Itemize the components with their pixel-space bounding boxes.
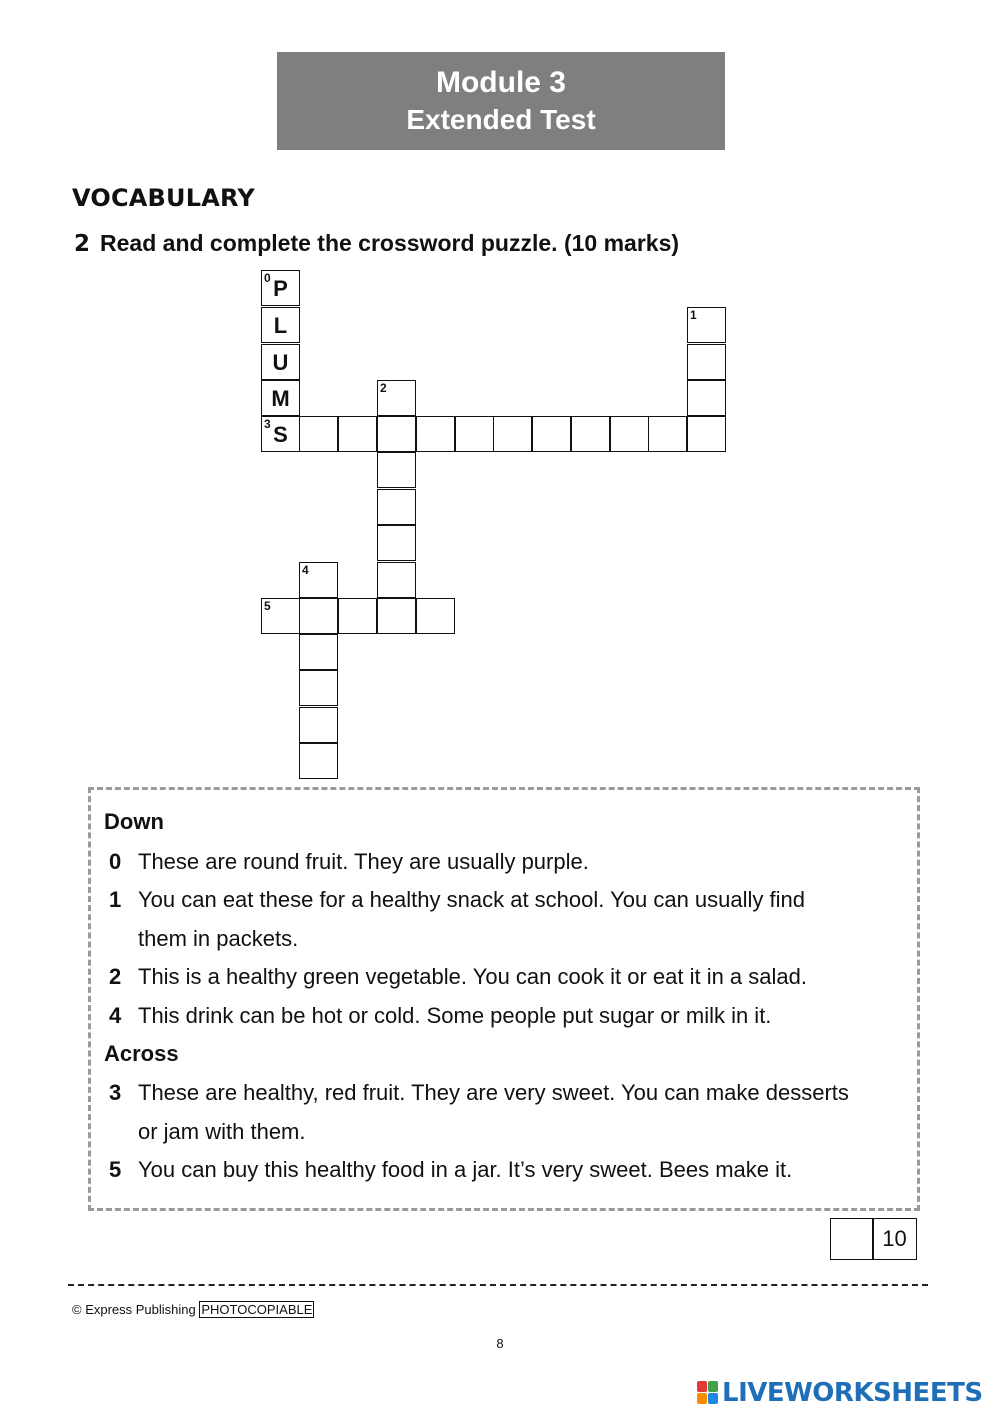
crossword-cell[interactable] [377, 562, 416, 598]
crossword-cell[interactable] [455, 416, 494, 452]
clue-item-text: These are healthy, red fruit. They are very sweet. You can make desserts [138, 1080, 849, 1105]
crossword-cell-input[interactable] [265, 602, 295, 630]
crossword-cell[interactable] [299, 562, 338, 598]
clue-item-text: You can buy this healthy food in a jar. It’s very sweet. Bees make it. [138, 1157, 793, 1182]
crossword-cell [261, 344, 300, 380]
crossword-cell[interactable] [377, 525, 416, 561]
crossword-cell-input[interactable] [303, 420, 333, 448]
clue-item-text: This is a healthy green vegetable. You can cook it or eat it in a salad. [138, 964, 807, 989]
crossword-cell[interactable] [261, 598, 300, 634]
crossword-cell[interactable] [299, 707, 338, 743]
clue-number: 3 [264, 417, 271, 431]
clue-item-text-continued: or jam with them. [138, 1119, 306, 1144]
crossword-cell[interactable] [299, 634, 338, 670]
given-letter: L [273, 313, 288, 338]
clue-item [109, 1073, 909, 1151]
exercise-number: 2 [74, 231, 91, 257]
crossword-cell-input[interactable] [575, 420, 605, 448]
crossword-cell[interactable] [299, 670, 338, 706]
module-title-box [277, 52, 725, 150]
liveworksheets-logo-icon [697, 1381, 719, 1405]
crossword-cell-input[interactable] [420, 420, 450, 448]
clue-item-text: You can eat these for a healthy snack at school. You can usually find [138, 887, 805, 912]
crossword-cell[interactable] [299, 416, 338, 452]
clue-item-number: 5 [109, 1157, 122, 1182]
crossword-cell [261, 416, 300, 452]
crossword-cell-input[interactable] [691, 348, 721, 376]
clue-number: 4 [302, 563, 309, 577]
crossword-cell[interactable] [687, 416, 726, 452]
crossword-cell[interactable] [687, 307, 726, 343]
crossword-cell-input[interactable] [691, 420, 721, 448]
given-letter: P [273, 276, 288, 301]
footer-divider [68, 1284, 928, 1286]
crossword-cell[interactable] [532, 416, 571, 452]
clue-item-text: This drink can be hot or cold. Some people put sugar or milk in it. [138, 1003, 772, 1028]
crossword-cell-input[interactable] [691, 311, 721, 339]
crossword-cell[interactable] [377, 452, 416, 488]
clue-item-text-continued: them in packets. [138, 926, 299, 951]
brand-name-text: LIVEWORKSHEETS [722, 1378, 983, 1408]
crossword-cell[interactable] [493, 416, 532, 452]
clue-item [109, 880, 909, 958]
crossword-cell[interactable] [377, 489, 416, 525]
clue-item [109, 996, 909, 1035]
crossword-cell [261, 380, 300, 416]
crossword-cell[interactable] [377, 416, 416, 452]
score-total: 10 [872, 1218, 917, 1260]
brand-watermark [697, 1377, 983, 1409]
crossword-cell[interactable] [299, 598, 338, 634]
crossword-cell-input[interactable] [303, 602, 333, 630]
crossword-cell-input[interactable] [381, 602, 411, 630]
crossword-cell-input[interactable] [381, 566, 411, 594]
crossword-cell-input[interactable] [381, 384, 411, 412]
crossword-cell[interactable] [571, 416, 610, 452]
module-title: Module 3 [435, 66, 566, 99]
page-number: 8 [496, 1336, 504, 1351]
crossword-cell[interactable] [648, 416, 687, 452]
clue-item-number: 4 [109, 1003, 122, 1028]
clue-item [109, 1150, 909, 1189]
brand-name [722, 1378, 983, 1408]
score-input-box[interactable] [830, 1218, 874, 1260]
crossword-cell-input[interactable] [303, 747, 333, 775]
given-letter: U [272, 350, 289, 375]
crossword-cell [261, 307, 300, 343]
crossword-cell-input[interactable] [420, 602, 450, 630]
crossword-cell[interactable] [299, 743, 338, 779]
crossword-cell-input[interactable] [536, 420, 566, 448]
module-subtitle: Extended Test [406, 104, 596, 135]
down-heading: Down [104, 809, 164, 834]
crossword-cell-input[interactable] [303, 566, 333, 594]
clue-item-number: 2 [109, 964, 122, 989]
crossword-cell-input[interactable] [497, 420, 527, 448]
clue-item [109, 957, 909, 996]
clue-number: 2 [380, 381, 387, 395]
crossword-cell-input[interactable] [652, 420, 682, 448]
crossword-cell-input[interactable] [342, 602, 372, 630]
crossword-cell[interactable] [687, 380, 726, 416]
crossword-cell[interactable] [338, 598, 377, 634]
given-letter: S [273, 422, 288, 447]
crossword-cell-input[interactable] [303, 674, 333, 702]
crossword-cell [261, 270, 300, 306]
photocopiable-label: PHOTOCOPIABLE [201, 1302, 313, 1317]
crossword-cell-input[interactable] [381, 529, 411, 557]
footer [72, 1302, 314, 1317]
exercise-text: Read and complete the crossword puzzle. (10 marks) [100, 230, 680, 256]
section-heading: VOCABULARY [72, 184, 255, 212]
crossword-cell[interactable] [610, 416, 649, 452]
clue-item-number: 0 [109, 849, 122, 874]
copyright-text: © Express Publishing [72, 1302, 196, 1317]
crossword-cell[interactable] [416, 416, 455, 452]
crossword-cell-input[interactable] [381, 493, 411, 521]
crossword-cell[interactable] [377, 598, 416, 634]
clue-number: 1 [690, 308, 697, 322]
given-letter: M [271, 386, 290, 411]
crossword-cell-input[interactable] [381, 420, 411, 448]
crossword-cell[interactable] [687, 344, 726, 380]
crossword-cell[interactable] [338, 416, 377, 452]
exercise-instruction [74, 230, 679, 257]
clue-item-text: These are round fruit. They are usually purple. [138, 849, 589, 874]
crossword-cell-input[interactable] [303, 638, 333, 666]
crossword-cell-input[interactable] [459, 420, 489, 448]
clue-item-number: 3 [109, 1080, 122, 1105]
crossword-cell-input[interactable] [614, 420, 644, 448]
clue-number: 0 [264, 271, 271, 285]
crossword-cell-input[interactable] [691, 384, 721, 412]
crossword-cell-input[interactable] [381, 456, 411, 484]
clue-item-number: 1 [109, 887, 122, 912]
crossword-cell[interactable] [416, 598, 455, 634]
crossword-cell-input[interactable] [342, 420, 372, 448]
clue-box [88, 787, 920, 1211]
across-heading: Across [104, 1041, 179, 1066]
clue-number: 5 [264, 599, 271, 613]
crossword-cell[interactable] [377, 380, 416, 416]
clue-item [109, 842, 909, 881]
crossword-cell-input[interactable] [303, 711, 333, 739]
